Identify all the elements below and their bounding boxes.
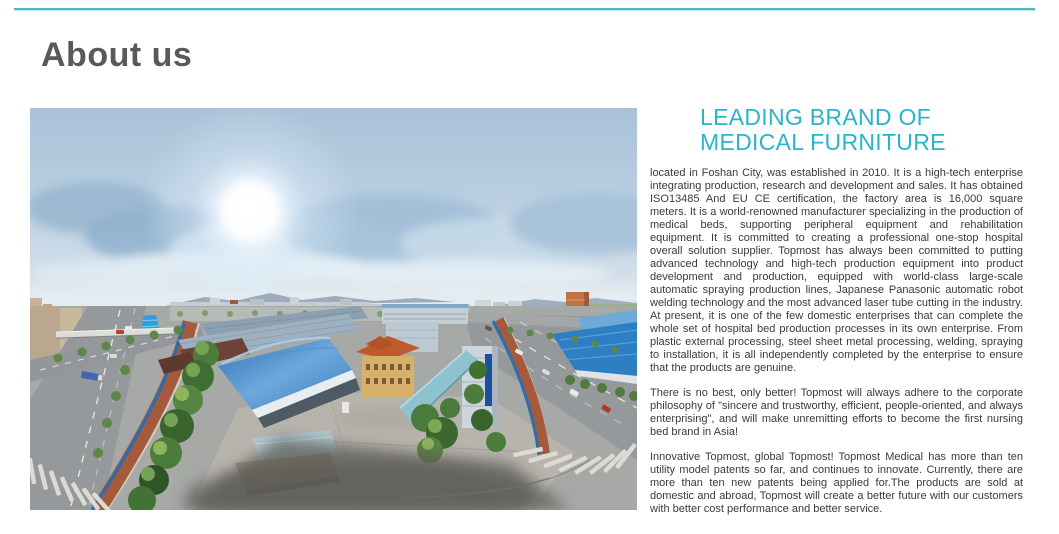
- panorama-illustration: [30, 108, 637, 510]
- about-paragraph-1: located in Foshan City, was established in 2010. It is a high-tech enterprise integrating production, research and development and sales. It has obtained ISO13485 And EU CE certification, the factory area is 16,000 square meters. It is a world-renowned manufacturer specializing in the production of medical beds, supporting peripheral equipment and rehabilitation equipment. It is committed to creating a professional one-stop hospital overall solution supplier. Topmost has always been committed to putting advanced technology and high-tech production equipment into product development and production, equipped with world-class large-scale automatic spraying production lines, Japanese Panasonic automatic robot welding technology and the most advanced laser tube cutting in the industry. At present, it is one of the few domestic enterprises that can complete the whole set of hospital bed production processes in its own enterprise. From plastic external processing, steel sheet metal processing, welding, spraying to installation, it is all independently completed by the enterprise to ensure that the products are genuine.: [650, 167, 1023, 374]
- yellow-office-building: [362, 356, 414, 398]
- blue-sign-board: [485, 354, 492, 406]
- white-van: [342, 402, 349, 413]
- section-heading-line2: MEDICAL FURNITURE: [700, 129, 946, 155]
- about-paragraph-2: There is no best, only better! Topmost will always adhere to the corporate philosophy of "sincere and trustworthy, efficient, people-oriented, and always enterprising", and will make unremitting efforts to become the first nursing bed brand in Asia!: [650, 387, 1023, 438]
- about-text-column: [650, 105, 1023, 528]
- factory-panorama-photo: [30, 108, 637, 510]
- page-title: About us: [41, 36, 193, 74]
- section-heading: [700, 105, 1023, 155]
- section-heading-line1: LEADING BRAND OF: [700, 104, 932, 130]
- about-paragraph-3: Innovative Topmost, global Topmost! Topmost Medical has more than ten utility model patents so far, and continues to innovate. Currently, there are more than ten new patents being applied for.The products are sold at domestic and abroad, Topmost will create a better future with our customers with better cost performance and better service.: [650, 451, 1023, 515]
- top-divider: [14, 8, 1035, 11]
- sky: [30, 108, 637, 322]
